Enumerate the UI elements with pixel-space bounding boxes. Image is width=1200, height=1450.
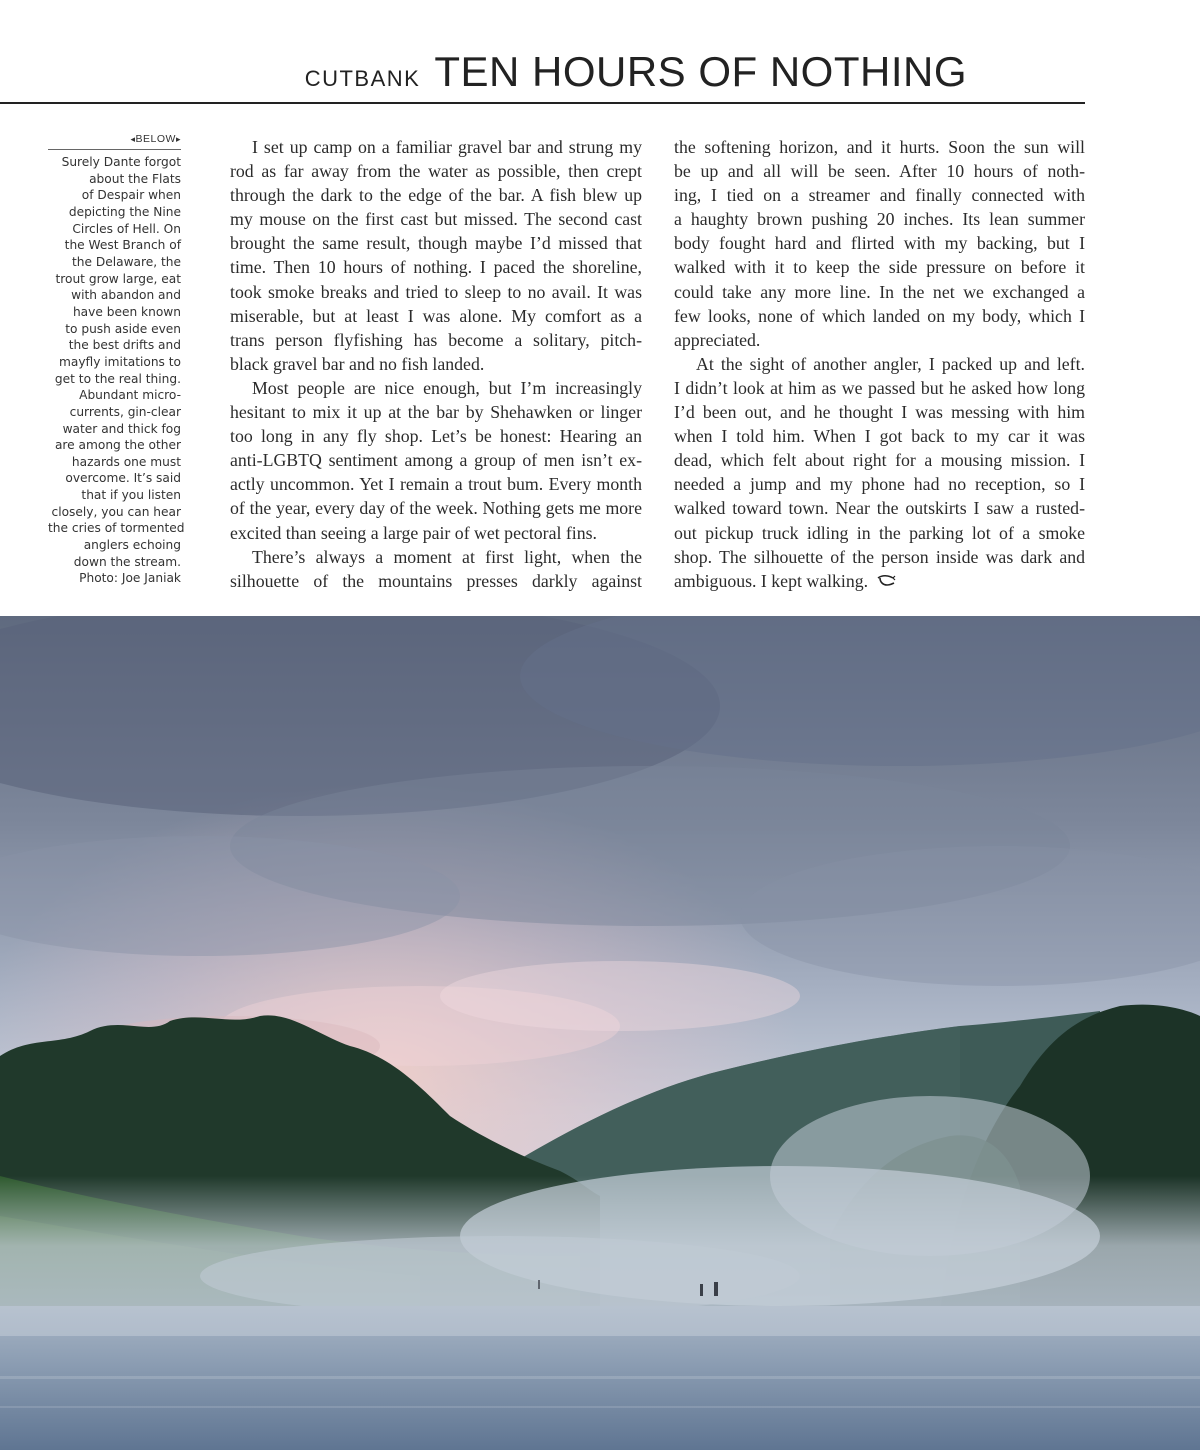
article-text-line: time. Then 10 hours of nothing. I paced the shoreline,	[230, 257, 642, 278]
caption-line: closely, you can hear	[51, 504, 181, 519]
caption-line: Abundant micro-	[79, 388, 181, 403]
article-title: TEN HOURS OF NOTHING	[434, 48, 967, 95]
caption-line: with abandon and	[71, 288, 181, 303]
article-text-line: when I told him. When I got back to my car it was	[674, 426, 1085, 447]
article-text-line: appreciated.	[674, 329, 761, 350]
caption-line: mayfly imitations to	[58, 354, 181, 369]
caption-line: hazards one must	[71, 454, 181, 469]
article-text-line: could take any more line. In the net we exchanged a	[674, 281, 1085, 302]
article-text-line: anti-LGBTQ sentiment among a group of men isn’t ex-	[230, 450, 642, 471]
caption-line: currents, gin-clear	[69, 404, 181, 419]
trout-end-mark-icon	[876, 570, 896, 593]
caption-line: about the Flats	[89, 171, 181, 186]
article-text-line: my mouse on the first cast but missed. The second cast	[230, 209, 642, 230]
article-text-line: body fought hard and flirted with my backing, but I	[674, 233, 1085, 254]
caption-text	[48, 154, 185, 587]
article-column-right	[674, 135, 1085, 593]
article-text-line: the softening horizon, and it hurts. Soon the sun will	[674, 137, 1085, 157]
article-text-line: few looks, none of which landed on my body, which I	[674, 305, 1085, 326]
caption-line: the cries of tormented	[48, 521, 185, 536]
caption-line: anglers echoing	[83, 538, 181, 553]
page-header	[0, 40, 1085, 104]
article-text-line: dead, which felt about right for a mousing mission. I	[674, 450, 1085, 471]
article-text-line: hesitant to mix it up at the bar by Shehawken or linger	[230, 402, 642, 423]
caption-line: Circles of Hell. On	[72, 221, 181, 236]
article-text-line: walked toward town. Near the outskirts I saw a rusted-	[674, 498, 1085, 519]
article-text-line: excited than seeing a large pair of wet pectoral fins.	[230, 522, 597, 543]
article-text-line: a haughty brown pushing 20 inches. Its lean summer	[674, 209, 1085, 230]
caption-line: overcome. It’s said	[65, 471, 181, 486]
article-text-line: At the sight of another angler, I packed up and left.	[696, 353, 1085, 374]
caption-line: that if you listen	[81, 488, 181, 503]
article-text-line: out pickup truck idling in the parking lot of a smoke	[674, 522, 1085, 543]
header-row	[305, 48, 967, 96]
caption-line: depicting the Nine	[68, 204, 181, 219]
article-text-line: rod as far away from the water as possible, then crept	[230, 161, 642, 182]
article-text-line: brought the same result, though maybe I’d missed that	[230, 233, 642, 254]
caption-line: Photo: Joe Janiak	[79, 571, 181, 586]
caption-line: have been known	[72, 304, 181, 319]
caption-line: down the stream.	[73, 554, 181, 569]
photo-caption	[48, 133, 185, 587]
article-text-line: silhouette of the mountains presses darkly against	[230, 570, 642, 591]
article-text-line: miserable, but at least I was alone. My comfort as a	[230, 305, 642, 326]
article-text-line: Most people are nice enough, but I’m increasingly	[252, 377, 642, 398]
caption-line: the Delaware, the	[71, 254, 181, 269]
article-text-line: I set up camp on a familiar gravel bar and strung my	[252, 137, 642, 157]
article-text-line: of the year, every day of the week. Nothing gets me more	[230, 498, 642, 519]
article-text-line: needed a jump and my phone had no reception, so I	[674, 474, 1085, 495]
article-column-left	[230, 135, 642, 593]
misty-river-photo	[0, 616, 1200, 1450]
article-text-line: I’d been out, and he thought I was messing with him	[674, 402, 1085, 423]
water-layer	[0, 1306, 1200, 1450]
caption-tag-label: BELOW	[135, 133, 176, 145]
caption-line: of Despair when	[81, 188, 181, 203]
article-text-line: too long in any fly shop. Let’s be honest: Hearing an	[230, 426, 642, 447]
article-text-line: trans person flyfishing has become a solitary, pitch-	[230, 329, 642, 350]
article-text-line: took smoke breaks and tried to sleep to no avail. It was	[230, 281, 642, 302]
article-text-line: through the dark to the edge of the bar. A fish blew up	[230, 185, 642, 206]
caption-line: are among the other	[54, 438, 181, 453]
article-text-line: be up and all will be seen. After 10 hours of noth-	[674, 161, 1085, 182]
article-text-line: shop. The silhouette of the person inside was dark and	[674, 546, 1085, 567]
article-text-line: walked with it to keep the side pressure on before it	[674, 257, 1085, 278]
caption-line: trout grow large, eat	[55, 271, 181, 286]
article-text-line: I didn’t look at him as we passed but he asked how long	[674, 377, 1085, 398]
caption-line: the West Branch of	[64, 238, 181, 253]
section-label: CUTBANK	[304, 66, 421, 91]
article-text-line: black gravel bar and no fish landed.	[230, 353, 485, 374]
caption-line: the best drifts and	[68, 338, 181, 353]
caption-line: to push aside even	[65, 321, 181, 336]
article-text-line: ambiguous. I kept walking.	[674, 569, 1085, 593]
caption-line: Surely Dante forgot	[61, 155, 181, 169]
caption-line: water and thick fog	[62, 421, 181, 436]
caption-right-arrow-icon: ▸	[175, 134, 181, 144]
caption-line: get to the real thing.	[54, 371, 181, 386]
article-text-line: There’s always a moment at first light, when the	[252, 546, 642, 567]
article-text-line: ing, I tied on a streamer and finally connected with	[674, 185, 1085, 206]
caption-tag	[48, 133, 181, 150]
caption-left-arrow-icon: ◂	[130, 134, 136, 144]
article-text-line: actly uncommon. Yet I remain a trout bum. Every month	[230, 474, 642, 495]
